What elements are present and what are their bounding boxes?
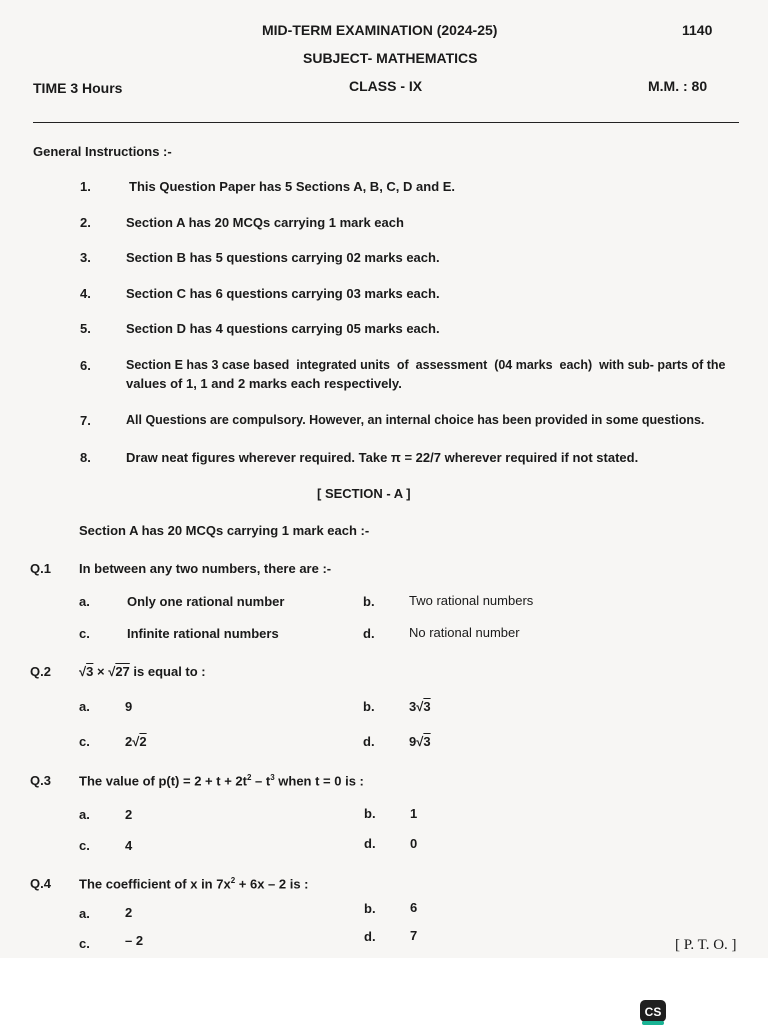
option-text: 0: [410, 836, 418, 851]
paper-code: 1140: [682, 22, 713, 38]
option-label: d.: [364, 836, 376, 851]
option-text: Two rational numbers: [409, 593, 534, 608]
option-text: 2√2: [125, 734, 147, 749]
option-label: b.: [363, 594, 375, 609]
option-label: b.: [364, 806, 376, 821]
instruction-number: 6.: [80, 358, 91, 373]
instruction-text: All Questions are compulsory. However, an internal choice has been provided in some questions.: [126, 413, 705, 427]
option-label: c.: [79, 734, 90, 749]
option-label: b.: [364, 901, 376, 916]
section-intro: Section A has 20 MCQs carrying 1 mark each :-: [79, 523, 370, 538]
option-text: 6: [410, 900, 418, 915]
header-divider: [33, 122, 739, 123]
max-marks: M.M. : 80: [648, 78, 708, 94]
instruction-number: 1.: [80, 179, 91, 194]
instructions-heading: General Instructions :-: [33, 144, 172, 159]
option-text: No rational number: [409, 625, 520, 640]
option-text: – 2: [125, 933, 144, 948]
option-label: c.: [79, 838, 90, 853]
instruction-number: 8.: [80, 450, 91, 465]
question-text: The value of $p(t) = 2 + t + 2t^2 - t^3$ when t = 0 is :: [79, 773, 364, 789]
instruction-text: Section B has 5 questions carrying 02 marks each.: [126, 250, 440, 265]
instruction-text-continued: values of 1, 1 and 2 marks each respectively.: [126, 376, 402, 391]
question-number: Q.3: [30, 773, 51, 788]
option-label: a.: [79, 807, 90, 822]
pto-note: [ P. T. O. ]: [675, 937, 737, 953]
option-label: a.: [79, 594, 90, 609]
camscanner-logo: [640, 1000, 664, 1024]
instruction-text: Section C has 6 questions carrying 03 marks each.: [126, 286, 440, 301]
option-text: Only one rational number: [127, 594, 285, 609]
instruction-text: This Question Paper has 5 Sections A, B, C, D and E.: [129, 179, 456, 194]
instruction-text: Section A has 20 MCQs carrying 1 mark each: [126, 215, 404, 230]
option-label: d.: [363, 626, 375, 641]
camscanner-badge-icon: [640, 1000, 666, 1026]
option-text: 4: [125, 838, 133, 853]
option-text: 3√3: [409, 699, 431, 714]
subject-line: SUBJECT- MATHEMATICS: [303, 50, 478, 66]
option-label: a.: [79, 906, 90, 921]
question-number: Q.2: [30, 664, 51, 679]
option-text: 2: [125, 905, 133, 920]
instruction-number: 2.: [80, 215, 91, 230]
instruction-number: 4.: [80, 286, 91, 301]
option-text: 7: [410, 928, 418, 943]
question-text: √3 × √27 is equal to :: [79, 664, 206, 679]
question-number: Q.1: [30, 561, 51, 576]
time-allowed: TIME 3 Hours: [33, 80, 123, 96]
option-label: d.: [364, 929, 376, 944]
section-title: [ SECTION - A ]: [317, 486, 411, 501]
instruction-text: Section E has 3 case based integrated units of assessment (04 marks each) with sub- parts of the: [126, 358, 726, 372]
option-label: c.: [79, 936, 90, 951]
question-number: Q.4: [30, 876, 51, 891]
option-label: c.: [79, 626, 90, 641]
option-text: 2: [125, 807, 133, 822]
option-text: 9√3: [409, 734, 431, 749]
option-text: Infinite rational numbers: [127, 626, 279, 641]
instruction-text: Draw neat figures wherever required. Take π = 22/7 wherever required if not stated.: [126, 450, 639, 465]
instruction-number: 5.: [80, 321, 91, 336]
exam-title: MID-TERM EXAMINATION (2024-25): [262, 22, 498, 38]
option-text: 1: [410, 806, 418, 821]
option-text: 9: [125, 699, 133, 714]
class-line: CLASS - IX: [349, 78, 423, 94]
instruction-text: Section D has 4 questions carrying 05 marks each.: [126, 321, 440, 336]
instruction-number: 3.: [80, 250, 91, 265]
question-text: In between any two numbers, there are :-: [79, 561, 332, 576]
instruction-number: 7.: [80, 413, 91, 428]
option-label: d.: [363, 734, 375, 749]
question-text: The coefficient of x in $7x^2 + 6x - 2$ is :: [79, 876, 309, 892]
svg-text:CS: CS: [644, 1005, 662, 1019]
option-label: a.: [79, 699, 90, 714]
option-label: b.: [363, 699, 375, 714]
